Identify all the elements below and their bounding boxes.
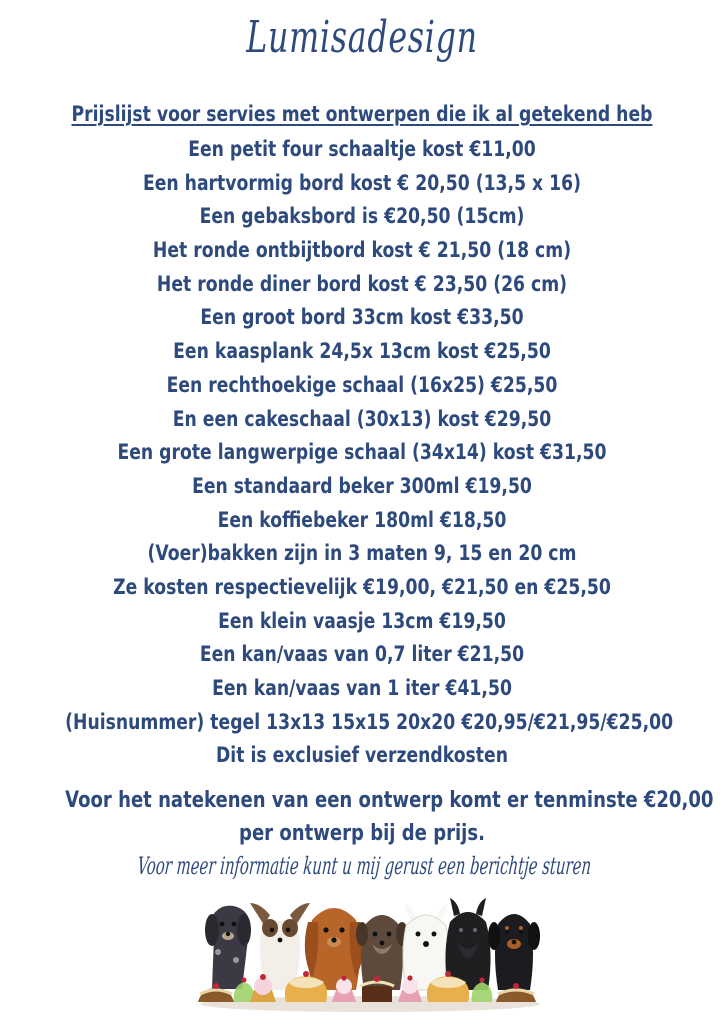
- dog-scottie-icon: [445, 898, 490, 990]
- price-item: (Voer)bakken zijn in 3 maten 9, 15 en 20 cm: [147, 541, 577, 566]
- price-item: Een standaard beker 300ml €19,50: [192, 473, 532, 498]
- price-list: [0, 133, 724, 773]
- price-item: Een groot bord 33cm kost €33,50: [200, 305, 524, 330]
- price-item: Een klein vaasje 13cm €19,50: [218, 608, 506, 633]
- price-item: Een kan/vaas van 0,7 liter €21,50: [199, 642, 525, 667]
- dog-wirehair-icon: [356, 915, 408, 990]
- price-item: (Huisnummer) tegel 13x13 15x15 20x20 €20,95/€21,95/€25,00: [65, 709, 674, 734]
- price-item: Een koffiebeker 180ml €18,50: [217, 507, 507, 532]
- price-list-heading: Prijslijst voor servies met ontwerpen die ik al getekend heb: [71, 102, 653, 126]
- price-item: Een kan/vaas van 1 iter €41,50: [212, 676, 512, 700]
- price-item: Een hartvormig bord kost € 20,50 (13,5 x 16): [142, 170, 582, 195]
- shipping-note: Dit is exclusief verzendkosten: [216, 743, 508, 768]
- contact-note: Voor meer informatie kunt u mij gerust een berichtje sturen: [136, 852, 593, 880]
- price-item: En een cakeschaal (30x13) kost €29,50: [172, 406, 552, 431]
- surcharge-line-2: per ontwerp bij de prijs.: [239, 821, 485, 846]
- dog-black-tan-icon: [488, 914, 540, 990]
- price-item: Ze kosten respectievelijk €19,00, €21,50 en €25,50: [113, 574, 611, 599]
- price-item: Het ronde diner bord kost € 23,50 (26 cm): [156, 271, 568, 296]
- price-item: Een kaasplank 24,5x 13cm kost €25,50: [173, 339, 551, 364]
- price-item: Een rechthoekige schaal (16x25) €25,50: [166, 372, 558, 397]
- price-item: Het ronde ontbijtbord kost € 21,50 (18 cm): [152, 238, 572, 263]
- dog-dapple-icon: [205, 906, 251, 989]
- price-item: Een gebaksbord is €20,50 (15cm): [199, 204, 525, 229]
- dogs-with-cakes-illustration: [192, 890, 547, 1014]
- price-item: Een grote langwerpige schaal (34x14) kost €31,50: [117, 440, 607, 465]
- surcharge-note: [0, 784, 724, 850]
- brand-logo: Lumisadesign: [246, 12, 478, 63]
- price-item: Een petit four schaaltje kost €11,00: [188, 137, 536, 161]
- surcharge-line-1: Voor het natekenen van een ontwerp komt er tenminste €20,00: [65, 788, 714, 813]
